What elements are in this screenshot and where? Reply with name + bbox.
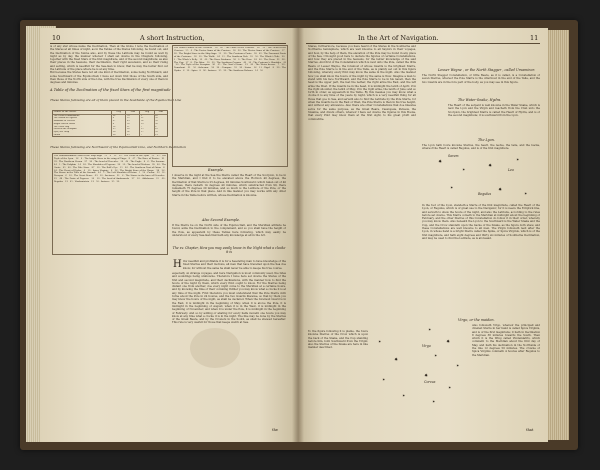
table-cell: 10 — [154, 128, 167, 131]
star-mark: ✷ — [394, 357, 399, 363]
col-header: Deg — [112, 111, 126, 114]
second-table: The Southwardmost Staff of the Ship Argo 51 6 12 22 · The Heart of the Lyon 13 45 · The Tayle of the Lyon 16 4 · The bright Stare in the wing of Virgo 8 47 · The Knee of Bootes 21 33 · The Northern Crown 27 36 · The head of Hercules 14 49 · The Eagle 8 6 · The Swanne 44 5 · The Dolphin 14 18 · The Shoulder of Pegasus 26 10 · The head of Medusa 39 40 · The Goate 45 40 · The Pole Stare 87 10 · The Bull's Eye 15 40 · The Southern Foot of Orion 8 24 · The Heart of Hydra 6 10 · Spica Virginis 8 36 · The Bright Stare of the Harpe 38 36 · The Starre in the Taile of the Swanne 44 5 · The Left Shoulder of Orion 5 59 · Castor 32 54 · Procyon 6 10 · The Great Beare 63 10 · Arcturus 21 6 · The Starre in the knee of Hercules 21 48 · The Foote of Pegasus 14 10 · The head of Andromeda 27 10 · Aldebaran 15 40 · Regulus 13 45 · Vindemiatrix 12 50 · Antares 25 30 — [52, 153, 168, 255]
table-cell: 7 — [140, 126, 154, 129]
page-number-left: 10 — [52, 34, 61, 42]
table-cell: Heart of the Scorpion — [53, 128, 77, 131]
col-header: Min — [126, 111, 140, 114]
table-cell: 47 — [112, 120, 126, 123]
constellation-label: Regulus — [478, 192, 492, 196]
star-mark: ✶ — [448, 385, 452, 390]
table-cell: 8 — [112, 123, 126, 126]
table-cell: The Head of Andromeda — [53, 114, 80, 117]
hydra-text: The Heart of the serpent is well knowne in the Water Snake, which is next the Lyon and the Virgin and reacheth from the Crab unto the Scorpion, the brightest Starre is called the Heart of Hydra, and is of the second magnitude; it is southward from the Lyon. — [448, 104, 540, 117]
fisher-text: In the foot of the Lyon, standeth a Starre of the first magnitude, called the Heart of the Lyon, or Regulus, which is of great use to the Navigator, for it is neere the Ecliptick line, and serveth to shew the houre of the night, and also the Latitude, according to the rules before set downe. This Starre cometh to the Meridian at midnight about the beginning of February, and the other Starres of this Constellation do follow it in their order, whereby you may know them. Also beneath the Lyon to the Southward is the Water Snake and the Cup, and the Crow standeth upon the backe of the Snake, as the figure doth shew, and these Constellations are well knowne to all men. The Virgin followeth next after the Lyon, in whose hand is a bright Starre called the Spike, or Spica Virginis, which is of the first magnitude, and hath eight degrees and thirty six minutes of Southerne Declination, and may be used to find the Latitude, as is aforesaid. — [422, 204, 540, 240]
running-head-right: In the Art of Navigation. — [358, 34, 439, 42]
ursa-minor-text: The North Stagger Constellation, or little Beare, as it is called, is a Constellation of seven Starres, whereof the Pole Starre is the uttermost in the end of the Taile, and the two Guards are in the fore part of the body, as you may see in this figure. — [422, 74, 540, 84]
star-mark: ✶ — [450, 185, 454, 190]
table-cell: 59 — [126, 114, 140, 117]
table-cell: 20 — [126, 128, 140, 131]
lower-left-text: To the figure following it is plaine, the foure knowne Starres of the Crow which is upon the back of the Snake, and the Cup standing before him, both Southward from the Virgin; also the Starres of the Snake are here in like manner described. — [308, 330, 368, 350]
table-cell: 43 — [126, 134, 140, 137]
table-cell: 6 — [154, 126, 167, 129]
header-rule-left — [50, 43, 286, 44]
table-cell: 15 — [140, 128, 154, 131]
catchword-left: the — [272, 428, 278, 432]
example-heading: Example. — [208, 168, 224, 172]
table-cell: Lyra, the Harp — [53, 130, 70, 133]
table-cell: 36 — [140, 120, 154, 123]
table-cell: 35 — [126, 117, 140, 120]
table-cell: The Great Dog — [53, 125, 70, 128]
constellation-label: Sarem — [448, 154, 459, 158]
table-cell: 16 — [112, 126, 126, 129]
constellation-label: Corvus — [424, 380, 436, 384]
lyon-text: The Lyon hath foure knowne Starres, the heart, the necke, the taile, and the backe, whereof the Heart is called Regulus, and is of the first magnitude. — [422, 144, 540, 151]
star-mark: ✷ — [438, 159, 443, 165]
star-mark: ✷ — [498, 187, 503, 193]
star-mark: ✷ — [488, 163, 493, 169]
subhead-ursa-minor: Lesser Wayne , or the North Stagger , called Ursaminor. — [438, 68, 535, 72]
star-mark: ✷ — [446, 339, 451, 345]
table-cell: 30 — [154, 123, 167, 126]
table-cell: 50 — [154, 131, 167, 134]
star-mark: ✶ — [432, 399, 436, 404]
table-cell: 36 — [126, 131, 140, 134]
body-text-top-left: is of any star whose name the Declination, Then at the Globe I note the Declination of the Stares at all times of night, as in the Tables of the Stares following, be found out, and the Declination of the Sunne also, and by these the Latitude may be found as well by night as by day, the manner whereof I shall set downe in the Chapters following, together with the fixed Stars of the first magnitude, and of the second magnitude; as also their places in the heavens, their declination, their right ascension, and so their rising and setting, which is needfull for the Sea-man to know, that he may the better find out the Latitude of the place where he is at any time. But because the Stares have not all one kind of Declination, some being Northward, and some Southward of the Equinoctiall, I have set down first those of the South side, and then those of the North side of the Line, with the true Declination of every one of them in degrees and minutes. — [50, 45, 168, 85]
star-mark: ✶ — [402, 393, 406, 398]
star-mark: ✶ — [516, 157, 520, 162]
right-page — [298, 28, 548, 442]
table-cell: The Mouth of Pegasus — [53, 117, 78, 120]
second-example-text: If the Starre be on the North side of the Equinoctiall, and the Meridian altitude be found, adde the Declination to the complement, and so you shall have the height of the Pole, as appeareth by these Tables here following, which may easily be understood of every Sea-man that hath any knowledge at all in the Art. — [172, 224, 286, 237]
table2-caption: These Stares following are Northward of the Equinoctiall Line, and Northern Declination — [50, 145, 186, 149]
second-example-heading: Also Second Example. — [202, 218, 241, 222]
table-subcaption: These Stares following are all of them placed in the Southside of the Equinoctiall Line — [50, 98, 182, 102]
table-cell: 14 — [154, 134, 167, 137]
right-column-table: The South Pointer of the Crosiers 58 40 · The Foote of the Crosiers 60 12 · The Head of the Crosiers 55 4 · The Easter Arme of the Crosiers 58 30 · The Wester Arme of the Crosiers 57 20 · The Bright Stare in the Ship Argo 51 30 · The Centaures Foote 58 42 · The Foremost Foote of the Centaure 58 10 · The Wolfe 44 15 · The Southern Fish 31 50 · The Whale's Taile 20 1 · The Whale's Belly 12 40 · The River Eridanus 58 0 · The Hare 18 40 · The Crow 21 38 · The Cup 17 8 · The Altar 50 30 · The Southern Crowne 40 10 · The Centaure's Shoulder 41 20 · The Tayle of the Scorpion 36 45 · The Goat's Horne 13 40 · The Water bearer 7 20 · Fomahant 31 50 · Achernar 58 34 · Canopus 52 30 · Sirius 16 11 · Rigel 8 30 · The Hydra 6 10 · Spica 8 36 · Antares 25 20 · The Southern Balance 14 50 — [172, 45, 288, 167]
running-head-left: A short Instruction, — [140, 34, 205, 42]
star-mark: ✶ — [378, 339, 382, 344]
table-cell: 38 — [112, 131, 126, 134]
table-cell: 50 — [154, 120, 167, 123]
book-gutter — [292, 28, 304, 442]
example-text: I observe in the night at the Sea the Starre called the Heart of the Scorpion, to be in the Meridian, and I find it to be elevated above the Horizon 40 degrees, the Declination of that Starre is 25 degrees, 20 minutes Southward; which taken out of 40 degrees, there resteth 14 degrees 40 minutes, which substracted from 90, there remaineth 75 degrees 20 minutes, and so much is the Latitude of the Pole, or the height of the Pole in that place. And in like manner you may worke with any other Starre in the Table before written, whose Declination is knowne. — [172, 174, 286, 197]
star-mark: ✷ — [424, 373, 429, 379]
subhead-hydra: The Water-Snake, Hydra. — [458, 98, 502, 102]
table-cell: 50 — [154, 117, 167, 120]
constellation-label: Virgo — [422, 344, 431, 348]
star-mark: ✶ — [524, 191, 528, 196]
header-rule-right — [306, 43, 540, 44]
star-mark: ✶ — [462, 167, 466, 172]
catchword-right: that — [526, 428, 534, 432]
table-cell: 17 — [140, 131, 154, 134]
col-header: Names of the Stares — [53, 111, 112, 114]
drop-cap: H — [173, 259, 182, 270]
table-cell: 40 — [154, 114, 167, 117]
table-cell: 30 — [126, 123, 140, 126]
col-header: Deg — [140, 111, 154, 114]
table-cell: 24 — [112, 114, 126, 117]
paper-stain — [190, 328, 240, 368]
table-cell: 25 — [112, 128, 126, 131]
star-mark: ✶ — [456, 363, 460, 368]
table-cell: Pollux — [53, 133, 60, 136]
star-mark: ✶ — [382, 377, 386, 382]
table-row — [53, 134, 167, 137]
virgo-text: Also followeth Virgo, whereof the principall and chiefest Starre in her hand is called Spica Virginis, and is of the first magnitude; it hath in Declination 8 degrees 36 minutes towards the South. Then which it is the Wing called Vindemiatrix, which commeth to the Meridian about the first day of May, and hath his declination in the Northside of the line 12 degrees 50 minutes. The crowne of Spica Virginis commeth 4 houres after Regulus to the Meridian. — [472, 324, 540, 357]
chapter-text-start: Ow needfull and profitable it is for a Sea-faring man to have knowledge of the fixed Starres and their motions, all men that have travelled upon the Sea doe know; for without the same he shall never be able to keepe his true course. — [183, 260, 286, 270]
table-cell: 12 — [140, 123, 154, 126]
subhead-lyon: The Lyon. — [478, 138, 495, 142]
col-header: Min — [154, 111, 167, 114]
table-cell: 28 — [112, 134, 126, 137]
table-cell: 11 — [126, 126, 140, 129]
constellation-label: Leo — [508, 168, 514, 172]
chapter-text: especially on strange voyages, and here Navigation is most commonly used, the tides and soundings being unknowne. Therefore I have here set downe the Stares of the first and second magnitude, and their declinations, with the manner how to find the houre of the night by them, which every Pilot ought to know. For the Starres being distant one from another, doe every night come to the Meridian at a certaine houre, and by knowing the time of their comming thither you may know what a clocke it is at any time of the night. First therefore you must understand that the Pole Starre doth turne about the Pole in 24 houres, and the two Guards likewise, so that by them you may know the houre of the night, as shall be declared. When the foremost Guard is in the East, it is midnight in the beginning of May; when it is above the Pole, it is midnight in the beginning of August; when it is in the West, it is midnight in the beginning of November; and when it is under the Pole, it is midnight in the beginning of February. And so by adding or abating for every halfe moneth one houre you may know at any time what a clocke it is in the night. The like may be done by the Starres of the Great Beare, and by the Crosiers in the South, as shall be shewed hereafter. This rule is very usefull for those that keepe watch at Sea. — [172, 272, 286, 325]
star-mark: ✶ — [428, 327, 432, 332]
table-cell: 43 — [126, 120, 140, 123]
table-cell: 8 — [112, 117, 126, 120]
table-cell: Bright Foot of Orion — [53, 122, 75, 125]
table-cell: 1 — [140, 114, 154, 117]
table-cell: Shinbone of Perseus — [53, 120, 76, 123]
page-number-right: 11 — [530, 34, 539, 42]
star-mark: ✶ — [434, 353, 438, 358]
left-page — [40, 28, 298, 442]
subhead-virgo: Virgo, or the maiden. — [458, 318, 495, 322]
table-caption: A Table of the Declination of the fixed Stars of the first magnitude — [50, 88, 171, 92]
declination-table — [52, 110, 168, 137]
body-text-right-column: Stares, furthermore, because you have heard of the Stares in the Southerne and Northerne hemisphere, which are well knowne to all Saylors in their voyages, and how, by the help of them, the elevation of the Pole may be found in any place of the Sea, I thought good here to declare the figures of certaine Constellations, and how they are placed in the heavens, for the better knowledge of the said Starres. And first of the Constellation which is next unto the Pole, called the little Beare or Lesser Wayne, the foremost of whose Guards is the brightest Starre, and the Pole Starre is in the end of the Taile, as is plainly set out in this figure following, whereby every Pilot may know the same in the night. Also the manner how you shall know the houre of the night by the same is thus: Imagine a man to stand with his face Northward, and the Pole Starre to be in his navell, then the head is the upper part, the feet the nether, the right arme the East, and the left arme the West. If the Guards be in the head, it is midnight the tenth of April; if in the right shoulder, the tenth of May; if in the right arme, the tenth of June; and so forth in order, as appeareth in the Table. By this meanes you may know what a clocke it is any time of the yeare by night, which is a very needfull thing for all those that goe to Sea, and serveth also to find the Latitude by the Pole Starre, for when the Guards be in the East or West, the Pole Starre is then in his true height, and without any allowance. Also there are other Constellations that doe likewise serve for the same purpose, as the Great Beare, Cassiopeia, Perseus, the Swanne, and divers others, whereof I have set downe the figures in this Booke, that every Pilot may know them at the first sight, to his great profit and commoditie. — [308, 45, 416, 121]
chapter-caption: The xv. Chapter, How you may easily know in the Night what a clocke it is — [172, 246, 286, 255]
table-cell: 11 — [140, 117, 154, 120]
table-cell: 7 — [140, 134, 154, 137]
